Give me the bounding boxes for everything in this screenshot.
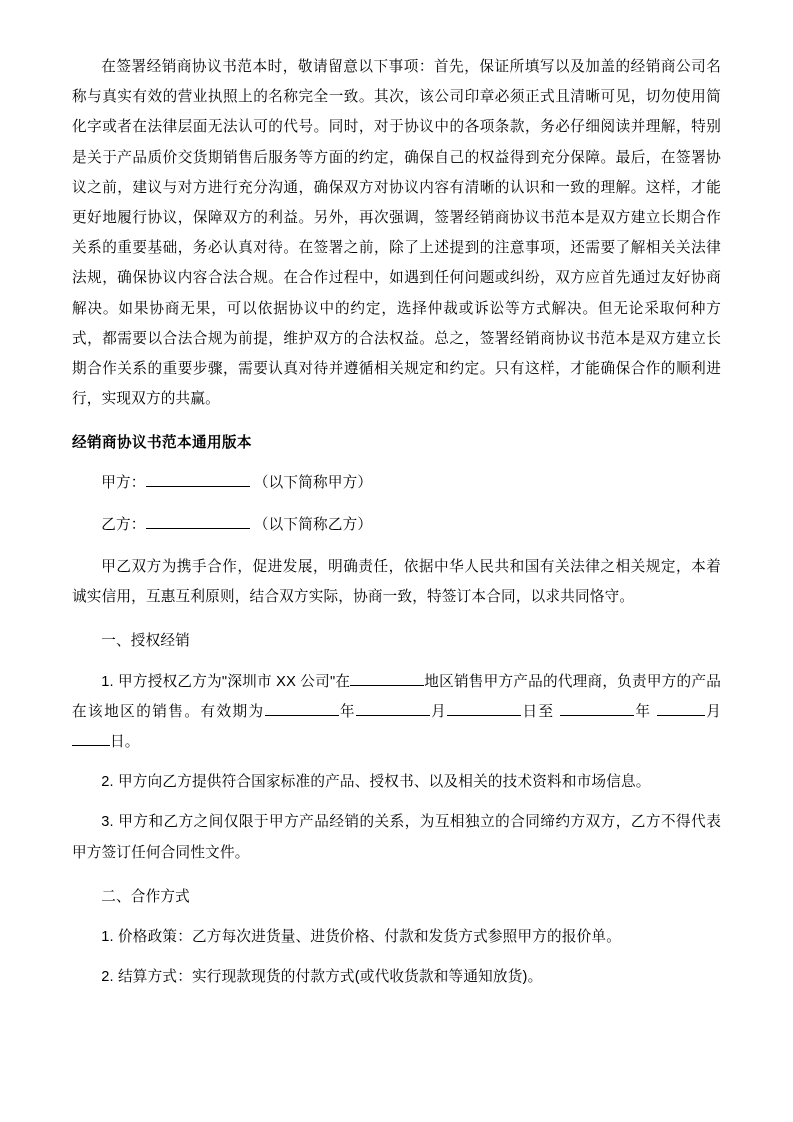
document-body — [72, 52, 721, 992]
s1-i1-blank-year-end[interactable] — [560, 715, 634, 716]
s1-i1-blank-month-start[interactable] — [356, 715, 430, 716]
party-a-label: 甲方： — [101, 474, 146, 491]
s1-i1-text-3: 年 — [338, 703, 356, 720]
section-1-title: 一、授权经销 — [101, 633, 190, 650]
party-b-blank[interactable] — [146, 528, 250, 529]
s1-i1-blank-day-start[interactable] — [447, 715, 521, 716]
section-1-item-1 — [72, 667, 721, 758]
section-2-title: 二、合作方式 — [101, 888, 190, 905]
party-a-suffix: （以下简称甲方） — [253, 474, 373, 491]
s1-i1-text-8: 日。 — [110, 734, 140, 751]
party-a-line — [72, 468, 721, 498]
s1-i1-blank-day-end[interactable] — [72, 745, 110, 746]
s1-i1-text-7: 月 — [704, 703, 721, 720]
s1-i1-blank-region[interactable] — [350, 685, 424, 686]
section-2-item-1: 1. 价格政策：乙方每次进货量、进货价格、付款和发货方式参照甲方的报价单。 — [101, 929, 622, 946]
party-a-blank[interactable] — [146, 486, 250, 487]
s1-i1-text-1: 1. 甲方授权乙方为"深圳市 XX 公司"在 — [101, 673, 351, 690]
s1-i1-text-6: 年 — [634, 703, 652, 720]
s1-i1-text-5: 日至 — [521, 703, 555, 720]
section-1-item-2: 2. 甲方向乙方提供符合国家标准的产品、授权书、以及相关的技术资料和市场信息。 — [101, 774, 651, 791]
section-1-item-3: 3. 甲方和乙方之间仅限于甲方产品经销的关系，为互相独立的合同缔约方双方，乙方不得代表甲方签订任何合同性文件。 — [72, 814, 721, 861]
document-title: 经销商协议书范本通用版本 — [72, 435, 252, 452]
preamble-paragraph: 甲乙双方为携手合作，促进发展，明确责任，依据中华人民共和国有关法律之相关规定，本着诚实信用，互惠互利原则，结合双方实际，协商一致，特签订本合同，以求共同恪守。 — [72, 559, 721, 606]
party-b-line — [72, 510, 721, 540]
s1-i1-blank-year-start[interactable] — [265, 715, 339, 716]
s1-i1-blank-month-end[interactable] — [657, 715, 705, 716]
party-b-suffix: （以下简称乙方） — [253, 516, 373, 533]
party-b-label: 乙方： — [101, 516, 146, 533]
section-2-item-2: 2. 结算方式：实行现款现货的付款方式(或代收货款和等通知放货)。 — [101, 969, 543, 986]
s1-i1-text-2: 地区销售甲方产品的代理商，负责甲方的产品在该地区的销售。有效期为 — [72, 673, 721, 720]
s1-i1-text-4: 月 — [429, 703, 448, 720]
intro-paragraph: 在签署经销商协议书范本时，敬请留意以下事项：首先，保证所填写以及加盖的经销商公司名称与真实有效的营业执照上的名称完全一致。其次，该公司印章必须正式且清晰可见，切勿使用简化字或者在法律层面无法认可的代号。同时，对于协议中的各项条款，务必仔细阅读并理解，特别是关于产品质价交货期销售后服务等方面的约定，确保自己的权益得到充分保障。最后，在签署协议之前，建议与对方进行充分沟通，确保双方对协议内容有清晰的认识和一致的理解。这样，才能更好地履行协议，保障双方的利益。另外，再次强调，签署经销商协议书范本是双方建立长期合作关系的重要基础，务必认真对待。在签署之前，除了上述提到的注意事项，还需要了解相关关法律法规，确保协议内容合法合规。在合作过程中，如遇到任何问题或纠纷，双方应首先通过友好协商解决。如果协商无果，可以依据协议中的约定，选择仲裁或诉讼等方式解决。但无论采取何种方式，都需要以合法合规为前提，维护双方的合法权益。总之，签署经销商协议书范本是双方建立长期合作关系的重要步骤，需要认真对待并遵循相关规定和约定。只有这样，才能确保合作的顺利进行，实现双方的共赢。 — [72, 59, 721, 408]
